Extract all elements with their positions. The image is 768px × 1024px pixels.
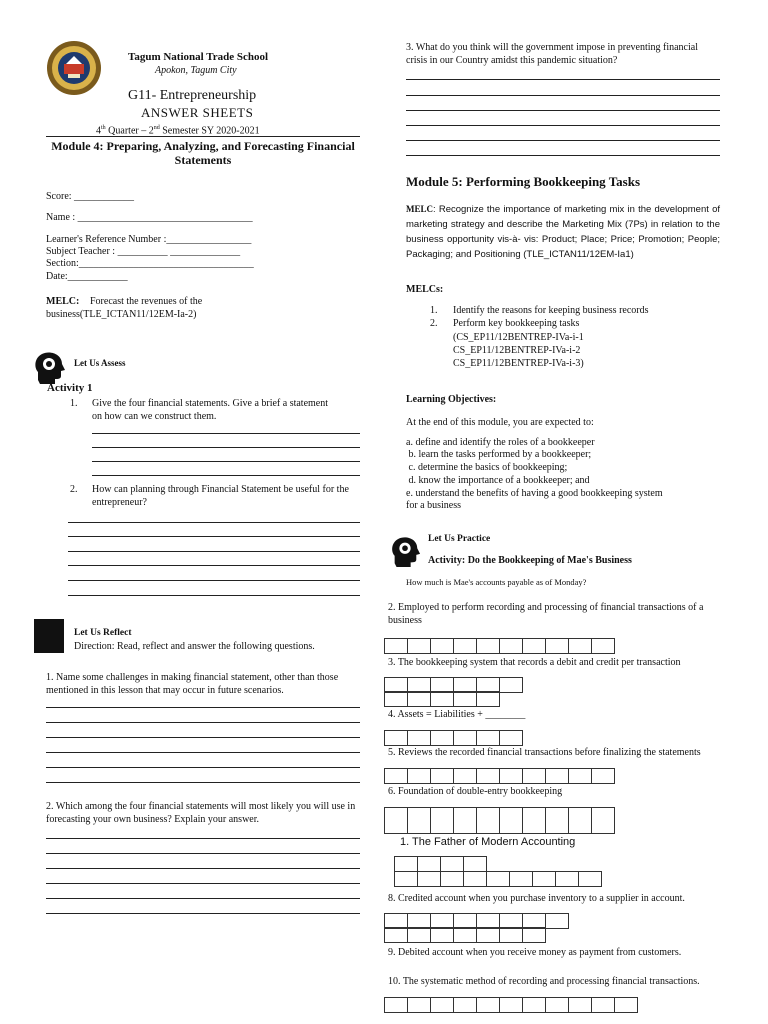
school-location: Apokon, Tagum City xyxy=(155,65,237,76)
answer-boxes-q5[interactable] xyxy=(384,768,614,783)
answer-line[interactable] xyxy=(46,782,360,783)
score-field[interactable]: Score: ____________ xyxy=(46,191,135,202)
reflect-label: Let Us Reflect xyxy=(74,628,132,638)
practice-q9: 9. Debited account when you receive money as payment from customers. xyxy=(388,947,682,958)
head-gear-icon xyxy=(389,534,421,570)
answer-line[interactable] xyxy=(46,853,360,854)
practice-q6: 6. Foundation of double-entry bookkeeping xyxy=(388,786,563,797)
module4-title: Module 4: Preparing, Analyzing, and Forecasting Financial Statements xyxy=(51,139,355,167)
answer-line[interactable] xyxy=(46,838,360,839)
answer-line[interactable] xyxy=(406,110,720,111)
quarter-number: 4 xyxy=(96,125,101,137)
answer-line[interactable] xyxy=(46,752,360,753)
answer-line[interactable] xyxy=(406,140,720,141)
melc-code-3: CS_EP11/12BENTREP-IVa-i-3) xyxy=(453,358,584,369)
answer-line[interactable] xyxy=(46,913,360,914)
objective-e: e. understand the benefits of having a good bookkeeping system xyxy=(406,488,663,499)
practice-q1: 1. The Father of Modern Accounting xyxy=(400,836,576,848)
answer-line[interactable] xyxy=(46,722,360,723)
activity-question: How much is Mae's accounts payable as of Monday? xyxy=(406,577,587,587)
answer-line[interactable] xyxy=(46,737,360,738)
answer-boxes-q8[interactable] xyxy=(384,913,568,928)
objectives-intro: At the end of this module, you are expected to: xyxy=(406,417,594,428)
answer-line[interactable] xyxy=(68,580,360,581)
quarter-mid: Quarter – 2 xyxy=(105,125,154,137)
answer-line[interactable] xyxy=(68,536,360,537)
answer-boxes-q10[interactable] xyxy=(384,997,637,1012)
quarter-sup: th xyxy=(101,125,106,131)
answer-boxes-q8-row2[interactable] xyxy=(384,927,545,942)
melcs-2: Perform key bookkeeping tasks xyxy=(453,318,580,329)
module5-melc-text: : Recognize the importance of marketing mix in the development of marketing strategy and describe the Marketing Mix (7Ps) in relation to the business opportunity vis-à- vis: Product; Place; Price; Promotion; People; Packaging; and Positioning (TLE_ICTAN11/12EM-Ia1) xyxy=(406,204,720,260)
semester-sup: nd xyxy=(153,125,160,131)
answer-line[interactable] xyxy=(406,95,720,96)
answer-line[interactable] xyxy=(46,767,360,768)
answer-line[interactable] xyxy=(92,475,360,476)
answer-line[interactable] xyxy=(92,433,360,434)
objective-a: a. define and identify the roles of a bookkeeper xyxy=(406,437,595,448)
answer-boxes-q4[interactable] xyxy=(384,730,522,745)
black-square-icon xyxy=(34,619,64,653)
answer-line[interactable] xyxy=(92,461,360,462)
melcs-2-number: 2. xyxy=(430,318,438,329)
answer-boxes-q1-row2[interactable] xyxy=(394,871,601,886)
question-3: 3. What do you think will the government impose in preventing financial crisis in our Country amidst this pandemic situation? xyxy=(406,42,698,66)
melc-code-2: CS_EP11/12BENTREP-IVa-i-2 xyxy=(453,345,581,356)
sheet-title: ANSWER SHEETS xyxy=(141,105,254,120)
melcs-1: Identify the reasons for keeping business records xyxy=(453,305,649,316)
answer-line[interactable] xyxy=(46,883,360,884)
answer-boxes-q2[interactable] xyxy=(384,638,614,653)
answer-boxes-q3-row2[interactable] xyxy=(384,691,499,706)
teacher-field[interactable]: Subject Teacher : __________ ______________ xyxy=(46,246,241,257)
reflect-q2: 2. Which among the four financial statements will most likely you will use in forecasting your own business? Explain your answer. xyxy=(46,801,356,825)
practice-q8: 8. Credited account when you purchase inventory to a supplier in account. xyxy=(388,893,685,904)
reflect-direction: Direction: Read, reflect and answer the following questions. xyxy=(74,641,315,652)
school-seal-icon xyxy=(46,40,102,96)
q1-text: Give the four financial statements. Give a brief a statement on how can we construct them. xyxy=(92,398,329,422)
answer-line[interactable] xyxy=(92,447,360,448)
quarter-suffix: Semester SY 2020-2021 xyxy=(159,125,260,137)
practice-q3: 3. The bookkeeping system that records a debit and credit per transaction xyxy=(388,657,681,668)
answer-line[interactable] xyxy=(68,595,360,596)
answer-line[interactable] xyxy=(406,155,720,156)
answer-boxes-q3[interactable] xyxy=(384,677,522,692)
q2-text: How can planning through Financial Statement be useful for the entrepreneur? xyxy=(92,484,349,508)
practice-q10: 10. The systematic method of recording and processing financial transactions. xyxy=(388,976,700,987)
melcs-1-number: 1. xyxy=(430,305,438,316)
objective-d: d. know the importance of a bookkeeper; and xyxy=(406,475,590,486)
answer-line[interactable] xyxy=(406,79,720,80)
answer-line[interactable] xyxy=(46,898,360,899)
q1-number: 1. xyxy=(70,398,78,409)
head-gear-icon xyxy=(32,350,66,386)
objective-c: c. determine the basics of bookkeeping; xyxy=(406,462,568,473)
answer-boxes-q1[interactable] xyxy=(394,856,486,871)
answer-line[interactable] xyxy=(68,565,360,566)
name-field[interactable]: Name : ___________________________________ xyxy=(46,212,253,223)
objectives-label: Learning Objectives: xyxy=(406,394,497,405)
header-divider xyxy=(46,136,360,137)
section-field[interactable]: Section:___________________________________ xyxy=(46,258,254,269)
reflect-q1: 1. Name some challenges in making financial statement, other than those mentioned in this lesson that may occur in future scenarios. xyxy=(46,672,339,696)
activity-title: Activity: Do the Bookkeeping of Mae's Business xyxy=(428,555,632,566)
practice-label: Let Us Practice xyxy=(428,534,491,544)
melc-label: MELC: xyxy=(46,296,80,307)
module5-melc-label: MELC xyxy=(406,204,433,214)
lrn-field[interactable]: Learner's Reference Number :_________________ xyxy=(46,234,252,245)
melcs-label: MELCs: xyxy=(406,284,444,295)
module5-title: Module 5: Performing Bookkeeping Tasks xyxy=(406,174,641,189)
practice-q2: 2. Employed to perform recording and processing of financial transactions of a business xyxy=(388,602,704,626)
answer-line[interactable] xyxy=(68,522,360,523)
practice-q4: 4. Assets = Liabilities + ________ xyxy=(388,709,526,720)
module5-melc xyxy=(406,202,720,262)
date-field[interactable]: Date:____________ xyxy=(46,271,128,282)
melc-text: Forecast the revenues of the business(TLE_ICTAN11/12EM-Ia-2) xyxy=(46,296,203,320)
q2-number: 2. xyxy=(70,484,78,495)
objective-b: b. learn the tasks performed by a bookkeeper; xyxy=(406,449,592,460)
activity1-label: Activity 1 xyxy=(47,382,93,394)
answer-line[interactable] xyxy=(406,125,720,126)
objective-e2: for a business xyxy=(406,500,461,511)
answer-line[interactable] xyxy=(46,707,360,708)
practice-q5: 5. Reviews the recorded financial transactions before finalizing the statements xyxy=(388,747,701,758)
melc-code-1: (CS_EP11/12BENTREP-IVa-i-1 xyxy=(453,332,584,343)
course-title: G11- Entrepreneurship xyxy=(128,88,257,103)
assess-label: Let Us Assess xyxy=(74,358,126,368)
answer-line[interactable] xyxy=(46,868,360,869)
answer-line[interactable] xyxy=(68,551,360,552)
answer-boxes-q6[interactable] xyxy=(384,807,614,833)
school-name: Tagum National Trade School xyxy=(128,51,269,63)
